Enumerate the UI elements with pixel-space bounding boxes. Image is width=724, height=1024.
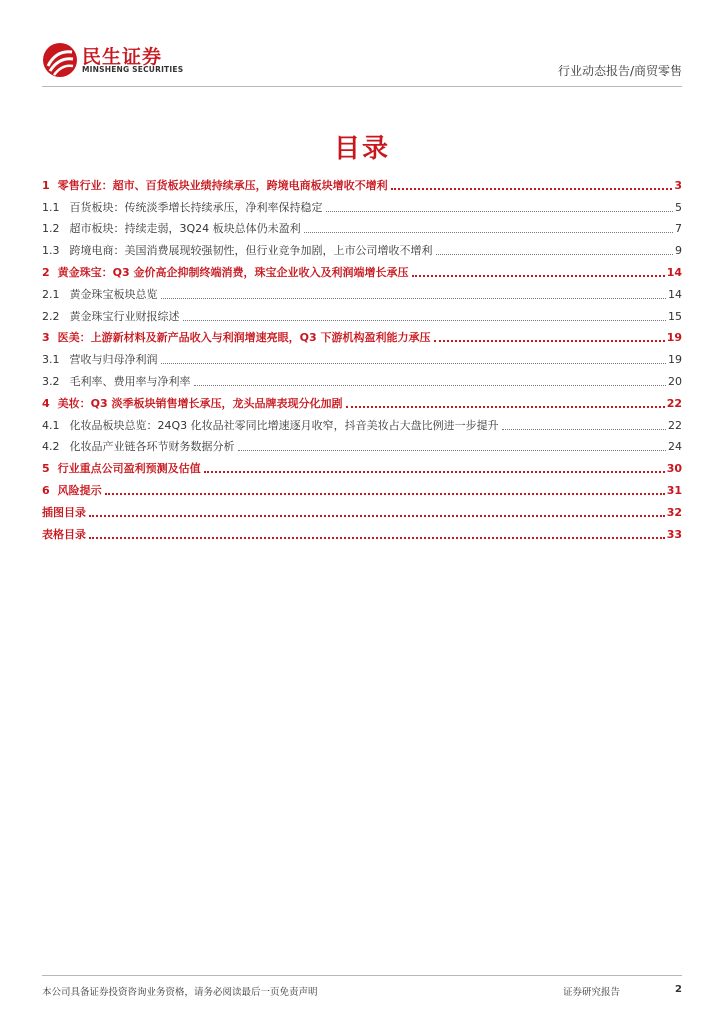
header-divider: [42, 86, 682, 87]
toc-leader-dots: [161, 298, 667, 299]
page-header: [42, 40, 682, 86]
toc-entry-subsection[interactable]: [42, 236, 682, 258]
page-number: 2: [675, 984, 682, 995]
toc-entry-page: 5: [675, 200, 682, 214]
toc-entry-number: 3: [42, 331, 50, 345]
toc-entry-text: 跨境电商：美国消费展现较强韧性，但行业竞争加剧，上市公司增收不增利: [69, 244, 433, 258]
toc-entry-number: 4: [42, 396, 50, 410]
toc-entry-subsection[interactable]: [42, 345, 682, 367]
toc-entry-label: [42, 201, 323, 215]
toc-entry-number: 1.2: [42, 222, 60, 236]
toc-entry-text: 黄金珠宝板块总览: [69, 287, 158, 301]
brand-name-cn: 民生证券: [82, 46, 163, 68]
toc-entry-label: [42, 244, 433, 258]
toc-leader-dots: [326, 211, 674, 212]
toc-entry-text: 营收与归母净利润: [69, 353, 158, 367]
toc-list: [42, 171, 682, 542]
toc-entry-label: [42, 440, 235, 454]
footer-divider: [42, 975, 682, 976]
toc-entry-page: 14: [668, 287, 682, 301]
toc-entry-page: 20: [668, 374, 682, 388]
toc-leader-dots: [391, 188, 673, 190]
toc-entry-text: 风险提示: [57, 483, 102, 497]
toc-leader-dots: [161, 363, 667, 364]
toc-entry-section[interactable]: [42, 454, 682, 476]
toc-entry-label: [42, 462, 201, 476]
toc-entry-page: 32: [666, 505, 682, 519]
toc-entry-section[interactable]: [42, 476, 682, 498]
toc-entry-page: 22: [668, 418, 682, 432]
toc-entry-text: 表格目录: [42, 527, 86, 541]
toc-entry-page: 3: [674, 178, 682, 192]
footer-label: 证券研究报告: [563, 987, 621, 998]
footer-disclaimer: 本公司具备证券投资咨询业务资格，请务必阅读最后一页免责声明: [42, 987, 318, 998]
toc-entry-label: [42, 331, 431, 345]
toc-entry-page: 15: [668, 309, 682, 323]
toc-entry-page: 19: [666, 331, 682, 345]
toc-entry-label: [42, 506, 86, 520]
toc-entry-text: 零售行业：超市、百货板块业绩持续承压，跨境电商板块增收不增利: [57, 178, 388, 192]
brand-name-en: MINSHENG SECURITIES: [82, 65, 184, 74]
toc-leader-dots: [238, 450, 667, 451]
toc-entry-text: 百货板块：传统淡季增长持续承压，净利率保持稳定: [69, 200, 323, 214]
toc-entry-page: 30: [666, 462, 682, 476]
toc-entry-subsection[interactable]: [42, 193, 682, 215]
toc-entry-number: 2.1: [42, 287, 60, 301]
toc-leader-dots: [194, 385, 667, 386]
toc-entry-number: 6: [42, 483, 50, 497]
toc-entry-section[interactable]: [42, 258, 682, 280]
toc-title: 目录: [333, 134, 390, 164]
toc-entry-page: 14: [666, 265, 682, 279]
toc-entry-label: [42, 397, 343, 411]
toc-entry-text: 化妆品产业链各环节财务数据分析: [69, 440, 235, 454]
toc-entry-section[interactable]: [42, 389, 682, 411]
toc-leader-dots: [105, 493, 665, 495]
toc-entry-page: 31: [666, 483, 682, 497]
toc-entry-number: 2.2: [42, 309, 60, 323]
toc-leader-dots: [412, 275, 665, 277]
toc-entry-section[interactable]: [42, 324, 682, 346]
toc-leader-dots: [183, 320, 667, 321]
toc-entry-subsection[interactable]: [42, 302, 682, 324]
toc-entry-label: [42, 266, 409, 280]
toc-entry-number: 1.3: [42, 244, 60, 258]
toc-entry-page: 22: [666, 396, 682, 410]
toc-entry-label: [42, 375, 191, 389]
toc-entry-label: [42, 288, 158, 302]
toc-leader-dots: [204, 471, 665, 473]
toc-leader-dots: [436, 254, 674, 255]
toc-entry-subsection[interactable]: [42, 280, 682, 302]
toc-entry-number: 3.1: [42, 353, 60, 367]
toc-leader-dots: [304, 232, 673, 233]
toc-entry-text: 医美：上游新材料及新产品收入与利润增速亮眼，Q3 下游机构盈利能力承压: [57, 331, 431, 345]
toc-entry-number: 2: [42, 265, 50, 279]
toc-entry-label: [42, 179, 388, 193]
toc-entry-text: 行业重点公司盈利预测及估值: [57, 462, 201, 476]
toc-entry-text: 黄金珠宝：Q3 金价高企抑制终端消费，珠宝企业收入及利润端增长承压: [57, 265, 409, 279]
toc-entry-page: 19: [668, 353, 682, 367]
toc-entry-subsection[interactable]: [42, 215, 682, 237]
toc-entry-label: [42, 484, 102, 498]
toc-entry-subsection[interactable]: [42, 411, 682, 433]
toc-entry-page: 24: [668, 440, 682, 454]
toc-entry-label: [42, 528, 86, 542]
toc-entry-number: 1: [42, 178, 50, 192]
toc-entry-number: 4.1: [42, 418, 60, 432]
toc-entry-subsection[interactable]: [42, 433, 682, 455]
toc-entry-number: 3.2: [42, 374, 60, 388]
toc-leader-dots: [502, 429, 666, 430]
minsheng-logo-icon: [42, 42, 78, 78]
toc-entry-section[interactable]: [42, 171, 682, 193]
toc-leader-dots: [89, 515, 665, 517]
toc-entry-number: 5: [42, 462, 50, 476]
toc-entry-page: 7: [675, 222, 682, 236]
toc-entry-label: [42, 310, 180, 324]
toc-entry-label: [42, 353, 158, 367]
toc-entry-text: 美妆：Q3 淡季板块销售增长承压，龙头品牌表现分化加剧: [57, 396, 343, 410]
toc-entry-text: 化妆品板块总览：24Q3 化妆品社零同比增速逐月收窄，抖音美妆占大盘比例进一步提升: [69, 418, 499, 432]
toc-entry-text: 黄金珠宝行业财报综述: [69, 309, 180, 323]
toc-entry-page: 9: [675, 244, 682, 258]
report-type: 行业动态报告/商贸零售: [557, 64, 682, 78]
toc-leader-dots: [434, 340, 665, 342]
toc-entry-section[interactable]: [42, 520, 682, 542]
toc-entry-text: 超市板块：持续走弱，3Q24 板块总体仍未盈利: [69, 222, 301, 236]
toc-entry-text: 毛利率、费用率与净利率: [69, 374, 191, 388]
toc-entry-number: 4.2: [42, 440, 60, 454]
toc-entry-number: 1.1: [42, 200, 60, 214]
toc-leader-dots: [89, 537, 665, 539]
toc-entry-subsection[interactable]: [42, 367, 682, 389]
toc-entry-section[interactable]: [42, 498, 682, 520]
company-logo: [42, 40, 182, 80]
toc-entry-page: 33: [666, 527, 682, 541]
toc-entry-label: [42, 222, 301, 236]
toc-entry-label: [42, 419, 499, 433]
toc-leader-dots: [346, 406, 665, 408]
toc-entry-text: 插图目录: [42, 505, 86, 519]
